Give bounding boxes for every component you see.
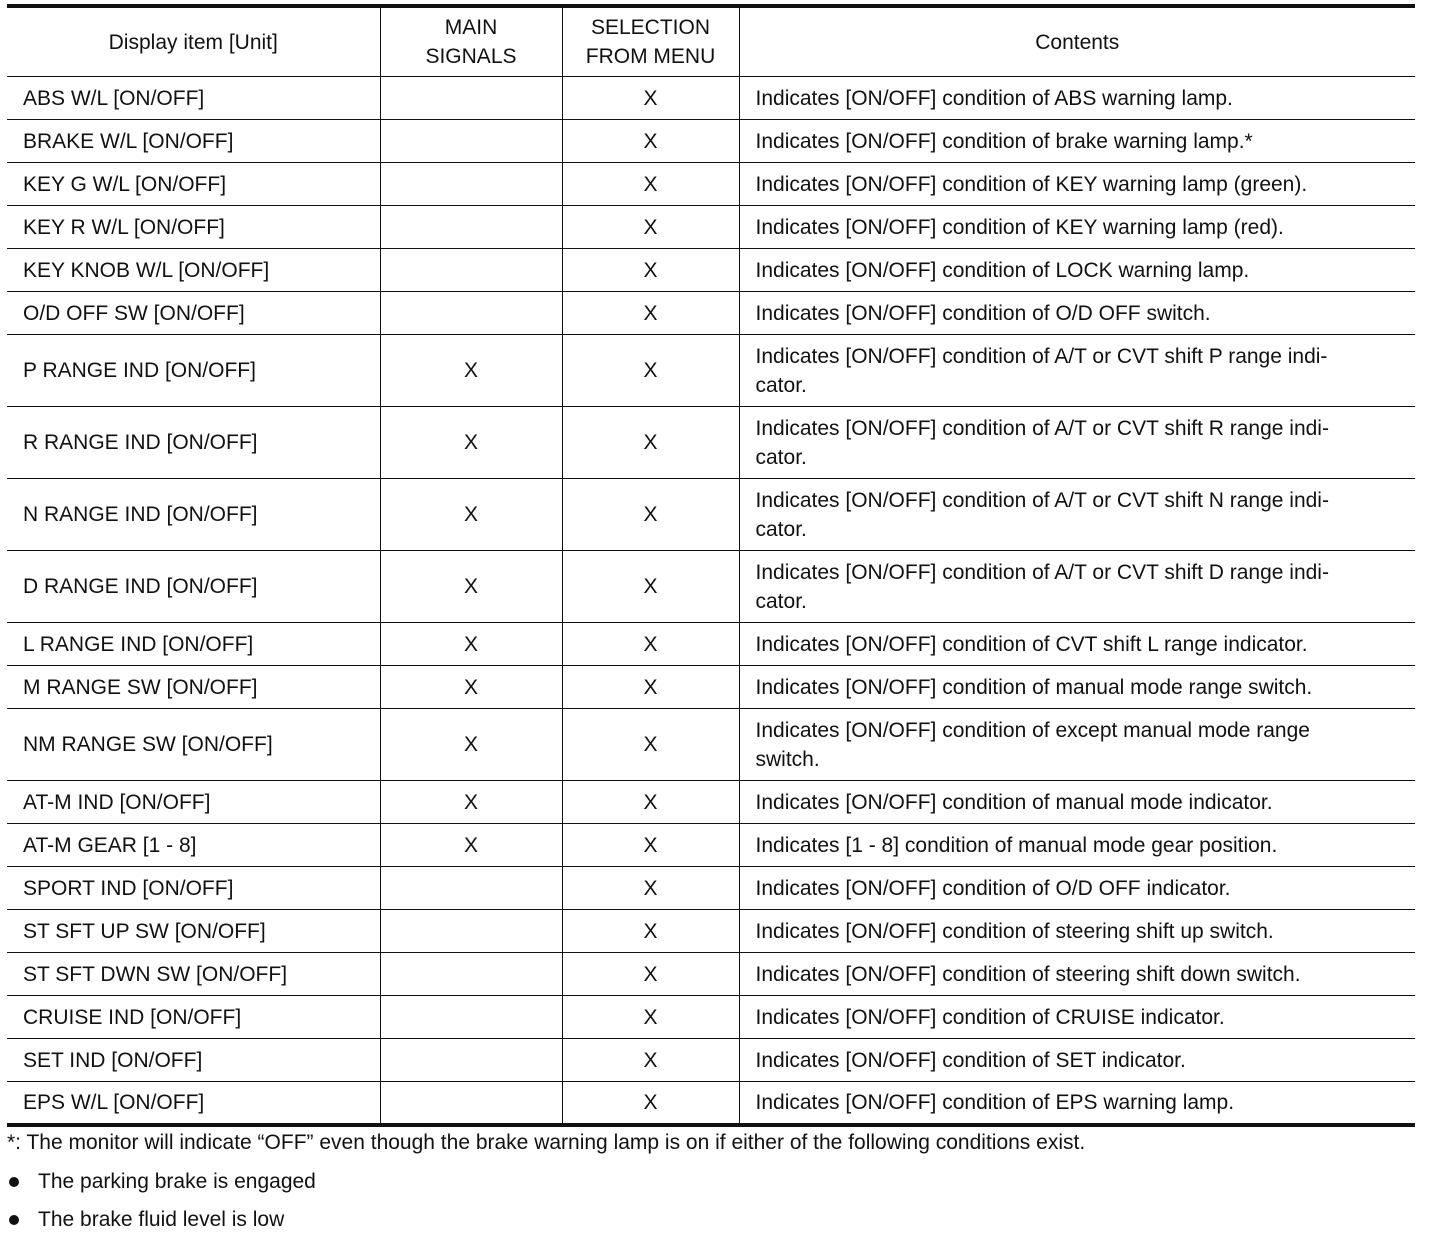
- header-selection-line1: SELECTION: [590, 16, 711, 39]
- cell-contents: Indicates [ON/OFF] condition of CVT shift L range indicator.: [739, 623, 1415, 666]
- cell-display-item: ABS W/L [ON/OFF]: [7, 77, 380, 120]
- cell-main-signals: [380, 292, 562, 335]
- table-row: [7, 953, 1415, 996]
- bullet-icon: [9, 1215, 19, 1225]
- header-main-signals-line1: MAIN: [444, 16, 498, 39]
- cell-contents: Indicates [ON/OFF] condition of KEY warning lamp (green).: [739, 163, 1415, 206]
- cell-display-item: D RANGE IND [ON/OFF]: [7, 551, 380, 623]
- cell-main-signals: X: [380, 781, 562, 824]
- header-contents: Contents: [739, 6, 1415, 77]
- cell-contents: [739, 551, 1415, 623]
- cell-contents: [739, 407, 1415, 479]
- cell-contents: Indicates [ON/OFF] condition of SET indicator.: [739, 1039, 1415, 1082]
- cell-selection-from-menu: X: [562, 953, 739, 996]
- cell-main-signals: [380, 953, 562, 996]
- cell-contents-line: Indicates [ON/OFF] condition of A/T or CVT shift N range indi-: [755, 488, 1329, 512]
- cell-main-signals: X: [380, 335, 562, 407]
- cell-display-item: L RANGE IND [ON/OFF]: [7, 623, 380, 666]
- cell-main-signals: [380, 120, 562, 163]
- cell-contents-line: Indicates [ON/OFF] condition of except manual mode range: [755, 718, 1310, 742]
- cell-contents-line: switch.: [755, 747, 820, 771]
- table-row: [7, 1039, 1415, 1082]
- cell-display-item: BRAKE W/L [ON/OFF]: [7, 120, 380, 163]
- note-bullet-item: [7, 1205, 1415, 1234]
- note-bullet-text: The brake fluid level is low: [38, 1208, 285, 1231]
- cell-display-item: ST SFT UP SW [ON/OFF]: [7, 910, 380, 953]
- cell-display-item: O/D OFF SW [ON/OFF]: [7, 292, 380, 335]
- cell-selection-from-menu: X: [562, 206, 739, 249]
- cell-selection-from-menu: X: [562, 910, 739, 953]
- cell-main-signals: X: [380, 824, 562, 867]
- cell-main-signals: X: [380, 551, 562, 623]
- header-selection-from-menu: [562, 6, 739, 77]
- cell-selection-from-menu: X: [562, 335, 739, 407]
- cell-display-item: N RANGE IND [ON/OFF]: [7, 479, 380, 551]
- cell-display-item: M RANGE SW [ON/OFF]: [7, 666, 380, 709]
- cell-display-item: AT-M GEAR [1 - 8]: [7, 824, 380, 867]
- cell-contents-line: cator.: [755, 517, 807, 541]
- cell-selection-from-menu: X: [562, 1082, 739, 1125]
- cell-main-signals: [380, 910, 562, 953]
- table-header-row: [7, 6, 1415, 77]
- cell-selection-from-menu: X: [562, 824, 739, 867]
- table-row: [7, 206, 1415, 249]
- cell-selection-from-menu: X: [562, 249, 739, 292]
- cell-display-item: KEY G W/L [ON/OFF]: [7, 163, 380, 206]
- cell-main-signals: [380, 77, 562, 120]
- cell-display-item: P RANGE IND [ON/OFF]: [7, 335, 380, 407]
- table-row: [7, 666, 1415, 709]
- table-row: [7, 867, 1415, 910]
- table-row: [7, 824, 1415, 867]
- cell-main-signals: [380, 867, 562, 910]
- cell-contents-line: Indicates [ON/OFF] condition of A/T or CVT shift D range indi-: [755, 560, 1329, 584]
- cell-contents-line: Indicates [ON/OFF] condition of A/T or CVT shift P range indi-: [755, 344, 1328, 368]
- table-row: [7, 781, 1415, 824]
- cell-selection-from-menu: X: [562, 666, 739, 709]
- table-row: [7, 1082, 1415, 1125]
- table-row: [7, 479, 1415, 551]
- cell-display-item: CRUISE IND [ON/OFF]: [7, 996, 380, 1039]
- cell-contents: Indicates [ON/OFF] condition of brake warning lamp.*: [739, 120, 1415, 163]
- cell-contents: Indicates [1 - 8] condition of manual mode gear position.: [739, 824, 1415, 867]
- cell-selection-from-menu: X: [562, 292, 739, 335]
- table-row: [7, 551, 1415, 623]
- cell-selection-from-menu: X: [562, 551, 739, 623]
- cell-contents-line: cator.: [755, 445, 807, 469]
- cell-contents: Indicates [ON/OFF] condition of steering shift up switch.: [739, 910, 1415, 953]
- table-row: [7, 407, 1415, 479]
- cell-selection-from-menu: X: [562, 77, 739, 120]
- table-row: [7, 120, 1415, 163]
- cell-main-signals: [380, 1082, 562, 1125]
- cell-contents-line: Indicates [ON/OFF] condition of A/T or CVT shift R range indi-: [755, 416, 1329, 440]
- cell-contents: Indicates [ON/OFF] condition of manual mode indicator.: [739, 781, 1415, 824]
- table-row: [7, 910, 1415, 953]
- cell-contents: Indicates [ON/OFF] condition of EPS warning lamp.: [739, 1082, 1415, 1125]
- header-selection-line2: FROM MENU: [585, 45, 716, 68]
- notes-section: [7, 1128, 1415, 1243]
- table-row: [7, 335, 1415, 407]
- header-display-item: Display item [Unit]: [7, 6, 380, 77]
- cell-display-item: NM RANGE SW [ON/OFF]: [7, 709, 380, 781]
- cell-selection-from-menu: X: [562, 120, 739, 163]
- cell-display-item: KEY R W/L [ON/OFF]: [7, 206, 380, 249]
- note-bullet-item: [7, 1167, 1415, 1196]
- cell-selection-from-menu: X: [562, 163, 739, 206]
- cell-main-signals: [380, 206, 562, 249]
- cell-main-signals: [380, 996, 562, 1039]
- cell-main-signals: X: [380, 623, 562, 666]
- cell-selection-from-menu: X: [562, 867, 739, 910]
- cell-contents: [739, 479, 1415, 551]
- header-main-signals: [380, 6, 562, 77]
- cell-selection-from-menu: X: [562, 623, 739, 666]
- cell-contents: Indicates [ON/OFF] condition of KEY warning lamp (red).: [739, 206, 1415, 249]
- cell-display-item: EPS W/L [ON/OFF]: [7, 1082, 380, 1125]
- cell-main-signals: X: [380, 666, 562, 709]
- cell-selection-from-menu: X: [562, 407, 739, 479]
- cell-contents: Indicates [ON/OFF] condition of manual mode range switch.: [739, 666, 1415, 709]
- cell-selection-from-menu: X: [562, 1039, 739, 1082]
- table-row: [7, 996, 1415, 1039]
- bullet-icon: [9, 1177, 19, 1187]
- cell-contents: Indicates [ON/OFF] condition of ABS warning lamp.: [739, 77, 1415, 120]
- cell-display-item: SPORT IND [ON/OFF]: [7, 867, 380, 910]
- cell-selection-from-menu: X: [562, 479, 739, 551]
- cell-selection-from-menu: X: [562, 781, 739, 824]
- table-row: [7, 709, 1415, 781]
- cell-main-signals: [380, 1039, 562, 1082]
- table-row: [7, 163, 1415, 206]
- cell-contents: Indicates [ON/OFF] condition of LOCK warning lamp.: [739, 249, 1415, 292]
- monitor-item-table: [7, 4, 1415, 1127]
- cell-contents: Indicates [ON/OFF] condition of CRUISE indicator.: [739, 996, 1415, 1039]
- cell-selection-from-menu: X: [562, 996, 739, 1039]
- header-main-signals-line2: SIGNALS: [425, 45, 517, 68]
- cell-contents: [739, 335, 1415, 407]
- table-row: [7, 77, 1415, 120]
- cell-display-item: SET IND [ON/OFF]: [7, 1039, 380, 1082]
- cell-display-item: ST SFT DWN SW [ON/OFF]: [7, 953, 380, 996]
- cell-selection-from-menu: X: [562, 709, 739, 781]
- cell-contents: Indicates [ON/OFF] condition of O/D OFF switch.: [739, 292, 1415, 335]
- cell-main-signals: [380, 163, 562, 206]
- table-row: [7, 292, 1415, 335]
- cell-display-item: KEY KNOB W/L [ON/OFF]: [7, 249, 380, 292]
- cell-display-item: AT-M IND [ON/OFF]: [7, 781, 380, 824]
- cell-display-item: R RANGE IND [ON/OFF]: [7, 407, 380, 479]
- table-row: [7, 249, 1415, 292]
- cell-main-signals: [380, 249, 562, 292]
- cell-main-signals: X: [380, 709, 562, 781]
- table-row: [7, 623, 1415, 666]
- cell-contents: [739, 709, 1415, 781]
- cell-main-signals: X: [380, 407, 562, 479]
- cell-contents-line: cator.: [755, 373, 807, 397]
- cell-contents: Indicates [ON/OFF] condition of steering shift down switch.: [739, 953, 1415, 996]
- cell-contents-line: cator.: [755, 589, 807, 613]
- note-bullet-text: The parking brake is engaged: [38, 1170, 316, 1193]
- cell-contents: Indicates [ON/OFF] condition of O/D OFF indicator.: [739, 867, 1415, 910]
- footnote: *: The monitor will indicate “OFF” even though the brake warning lamp is on if either of the following conditions exist.: [7, 1131, 1086, 1154]
- table-body: [7, 77, 1415, 1125]
- cell-main-signals: X: [380, 479, 562, 551]
